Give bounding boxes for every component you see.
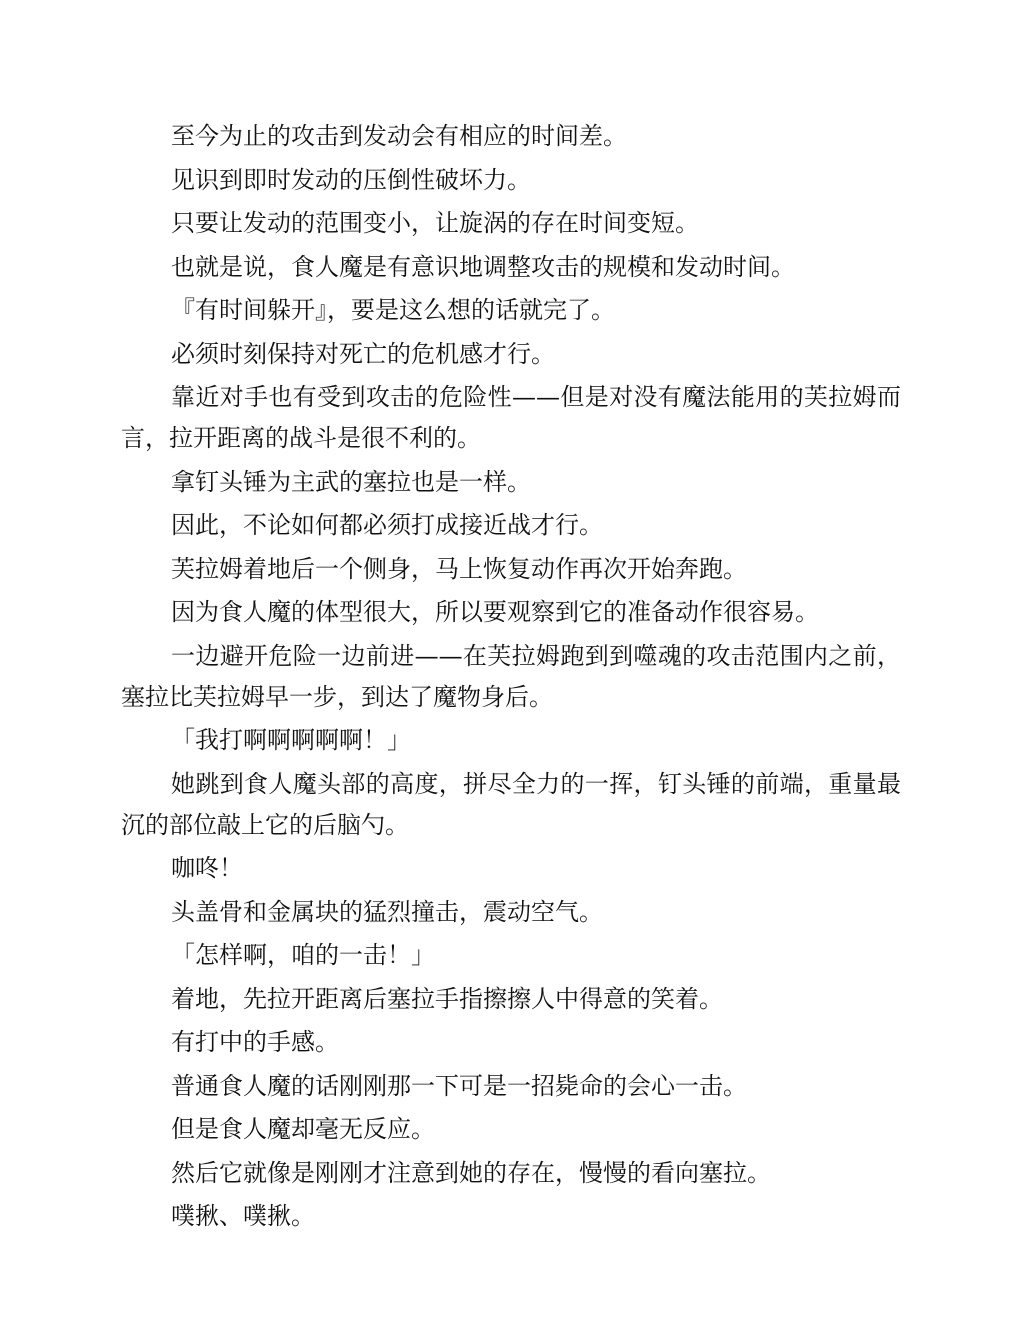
paragraph: 『有时间躲开』，要是这么想的话就完了。 <box>171 296 615 324</box>
paragraph: 靠近对手也有受到攻击的危险性——但是对没有魔法能用的芙拉姆而言，拉开距离的战斗是很不利的。 <box>121 383 901 452</box>
paragraph: 至今为止的攻击到发动会有相应的时间差。 <box>171 122 627 150</box>
paragraph: 「怎样啊，咱的一击！」 <box>171 941 435 969</box>
paragraph: 因此，不论如何都必须打成接近战才行。 <box>171 511 603 539</box>
paragraph: 噗揪、噗揪。 <box>171 1202 315 1230</box>
paragraph: 她跳到食人魔头部的高度，拼尽全力的一挥，钉头锤的前端，重量最沉的部位敲上它的后脑勺。 <box>121 769 901 839</box>
paragraph: 只要让发动的范围变小，让旋涡的存在时间变短。 <box>171 209 699 237</box>
paragraph: 芙拉姆着地后一个侧身，马上恢复动作再次开始奔跑。 <box>171 554 747 583</box>
paragraph: 「我打啊啊啊啊啊！」 <box>171 726 411 754</box>
paragraph: 见识到即时发动的压倒性破坏力。 <box>171 165 531 194</box>
paragraph: 头盖骨和金属块的猛烈撞击，震动空气。 <box>171 897 603 926</box>
paragraph: 因为食人魔的体型很大，所以要观察到它的准备动作很容易。 <box>171 598 819 626</box>
paragraph: 有打中的手感。 <box>171 1028 339 1056</box>
paragraph: 咖咚！ <box>171 854 243 882</box>
body-text <box>121 116 901 1240</box>
paragraph: 普通食人魔的话刚刚那一下可是一招毙命的会心一击。 <box>171 1071 747 1100</box>
paragraph: 拿钉头锤为主武的塞拉也是一样。 <box>171 467 531 496</box>
paragraph: 一边避开危险一边前进——在芙拉姆跑到到噬魂的攻击范围内之前，塞拉比芙拉姆早一步，到达了魔物身后。 <box>121 641 901 711</box>
paragraph: 然后它就像是刚刚才注意到她的存在，慢慢的看向塞拉。 <box>171 1158 771 1187</box>
paragraph: 着地，先拉开距离后塞拉手指擦擦人中得意的笑着。 <box>171 984 723 1013</box>
paragraph: 但是食人魔却毫无反应。 <box>171 1115 435 1143</box>
paragraph: 也就是说，食人魔是有意识地调整攻击的规模和发动时间。 <box>171 252 795 281</box>
paragraph: 必须时刻保持对死亡的危机感才行。 <box>171 339 555 368</box>
